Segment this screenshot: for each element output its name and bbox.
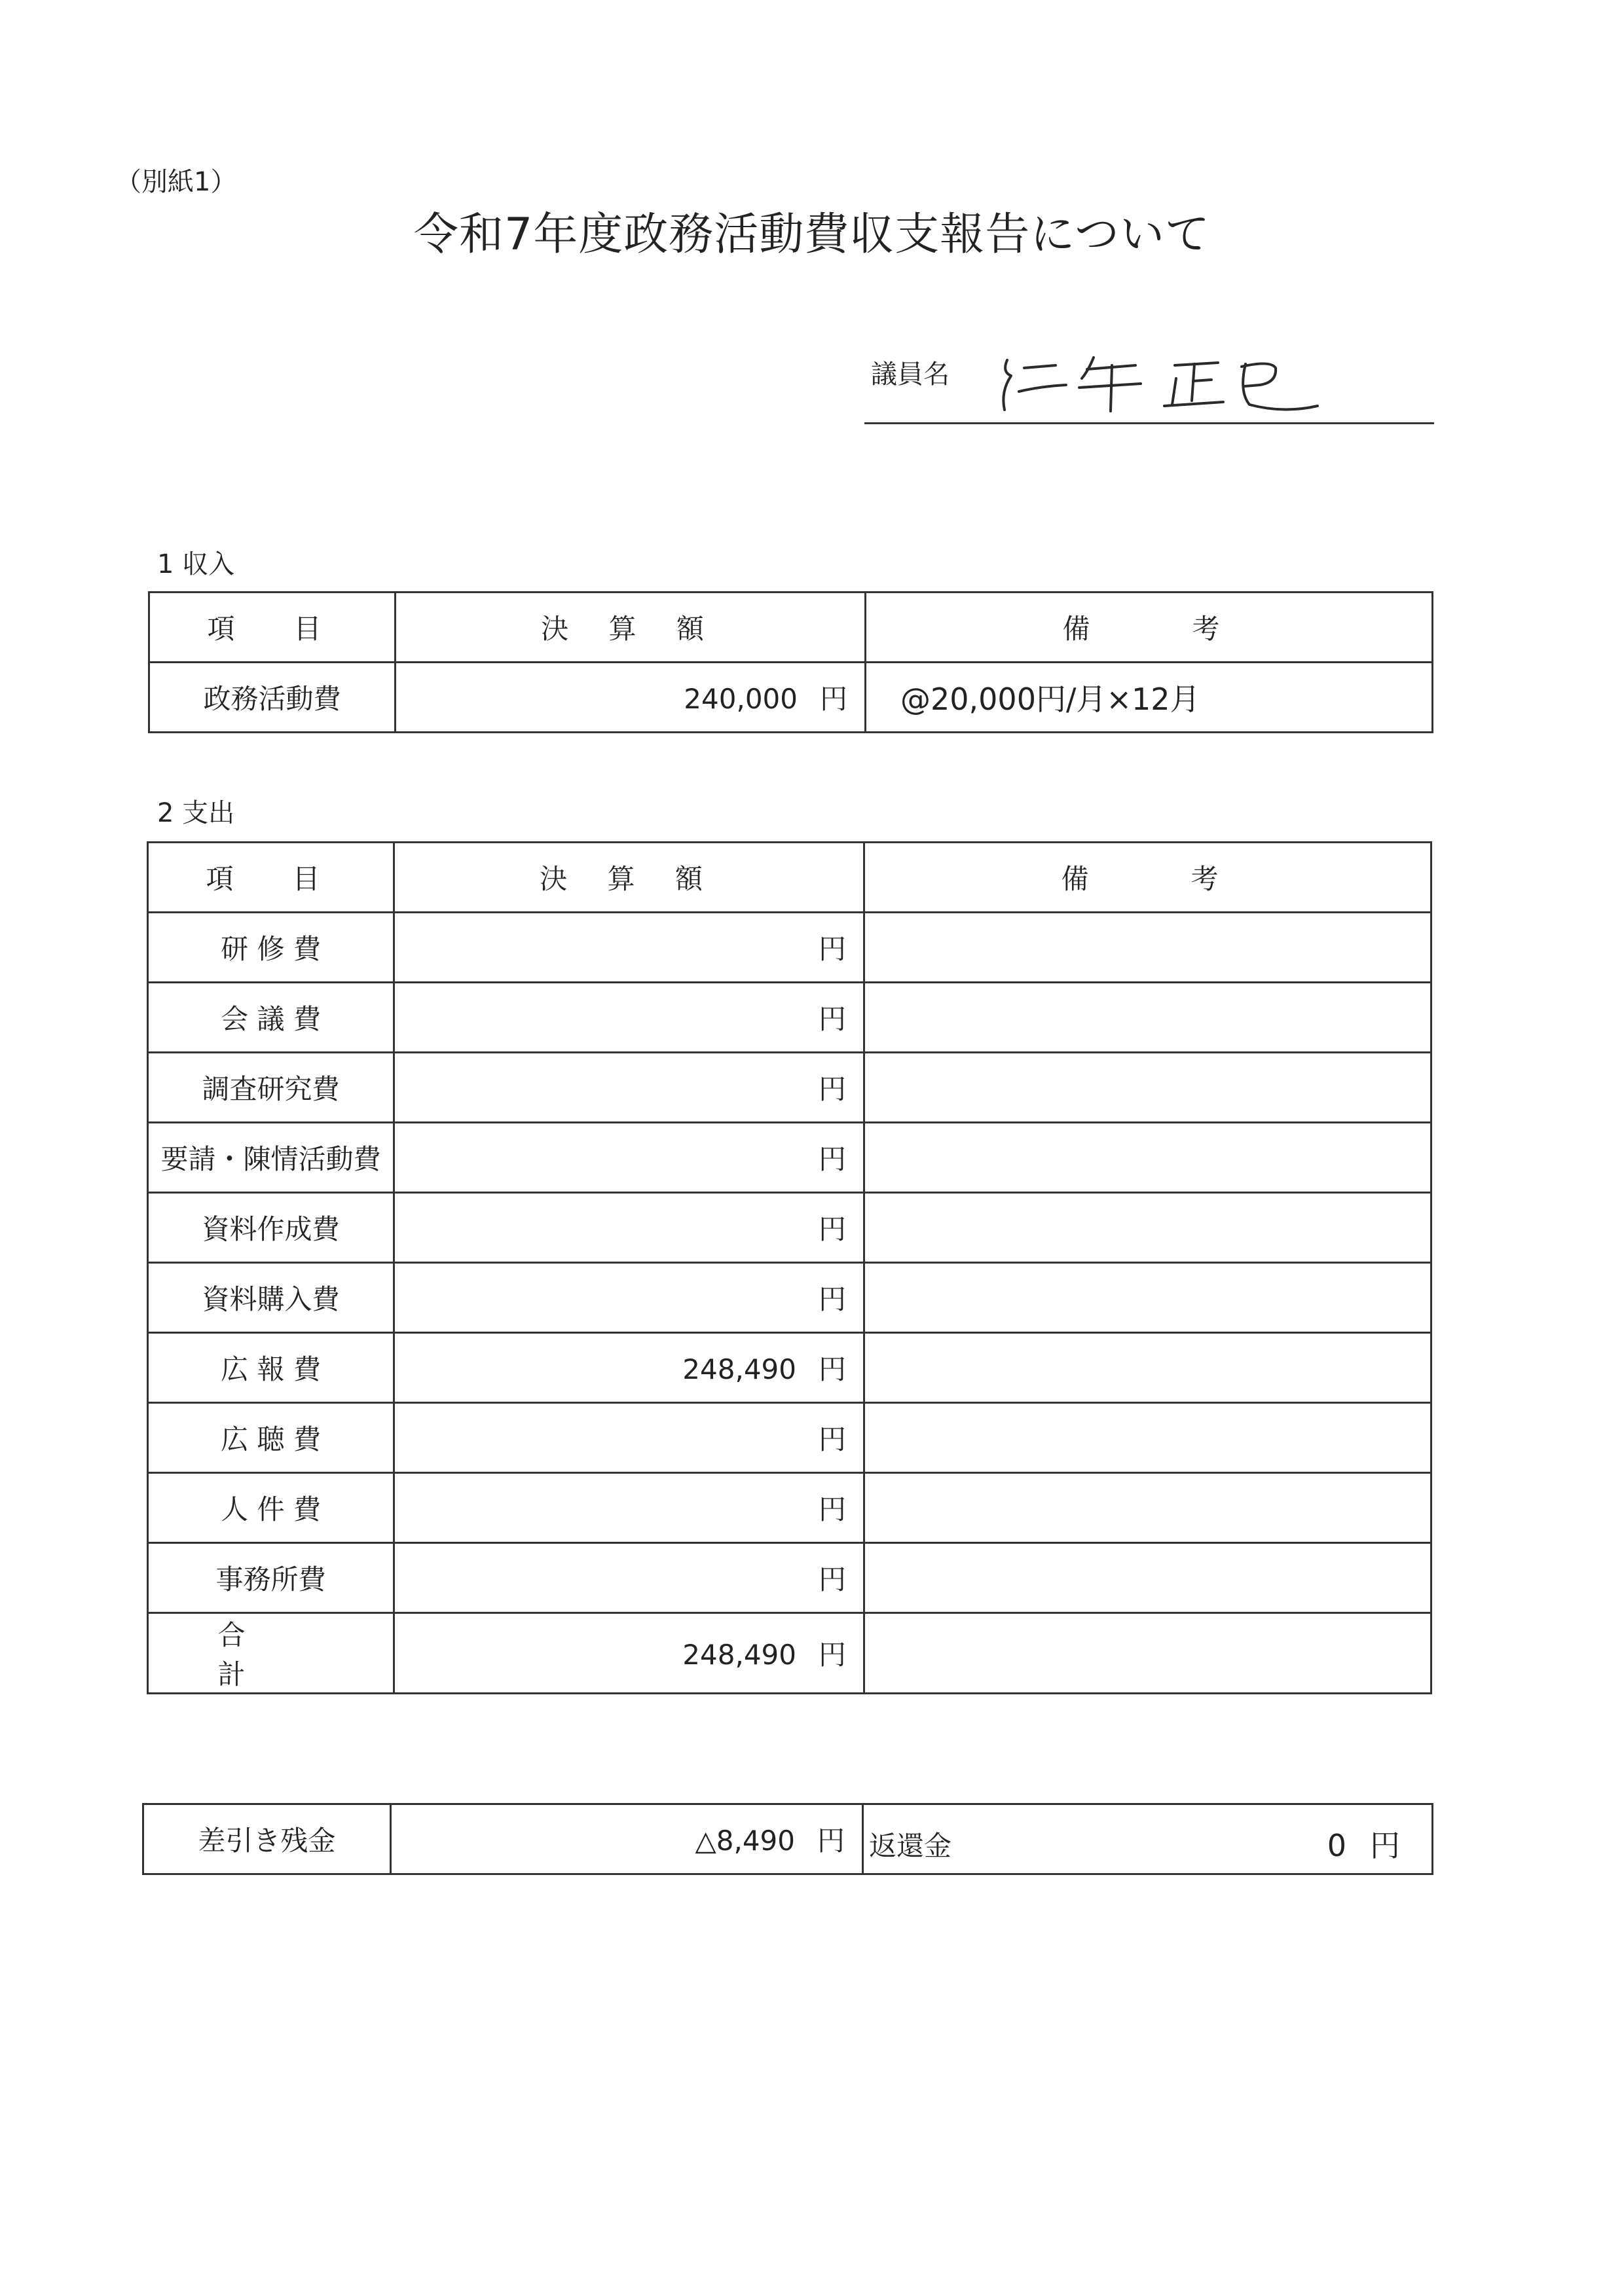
expense-amount-unit: 円 [818,1493,846,1525]
expense-note-cell [864,1473,1431,1543]
expense-total-amount-unit: 円 [818,1639,846,1671]
expense-note-cell [864,983,1431,1053]
income-section-heading: 1 収入 [157,549,235,579]
expense-row [148,1263,1431,1333]
expense-amount-cell [394,1473,864,1543]
expense-total-row [148,1613,1431,1694]
expense-row [148,1543,1431,1613]
attachment-label: （別紙1） [115,167,237,197]
balance-table [142,1803,1433,1875]
column-header-item-label: 項 目 [207,613,337,645]
expense-item-cell: 資料作成費 [148,1193,394,1263]
expense-item-cell: 事務所費 [148,1543,394,1613]
refund-amount-unit: 円 [1370,1828,1400,1863]
expense-note-cell [864,1193,1431,1263]
expense-table [147,841,1432,1694]
expense-amount-cell [394,1263,864,1333]
expense-amount-cell [394,1193,864,1263]
expense-note-cell [864,1333,1431,1403]
expense-row [148,1403,1431,1473]
expense-row [148,1473,1431,1543]
expense-amount-unit: 円 [818,1283,846,1315]
expense-item-cell: 研 修 費 [148,913,394,983]
refund-cell [863,1804,1433,1874]
member-name-label: 議員名 [871,359,950,390]
expense-row [148,913,1431,983]
expense-row [148,1193,1431,1263]
expense-row [148,983,1431,1053]
expense-item-cell: 広 聴 費 [148,1403,394,1473]
income-amount-cell [396,663,866,733]
income-item-cell: 政務活動費 [149,663,396,733]
expense-row [148,1123,1431,1193]
expense-item-cell: 広 報 費 [148,1333,394,1403]
balance-amount-value: △8,490 [695,1825,795,1857]
expense-total-note-cell [864,1613,1431,1694]
expense-total-label [148,1613,430,1694]
expense-note-cell [864,1053,1431,1123]
column-header-item [148,843,394,913]
column-header-note [864,843,1431,913]
expense-item-cell: 要請・陳情活動費 [148,1123,394,1193]
expense-amount-cell [394,1123,864,1193]
column-header-note-label: 備 考 [1062,613,1236,645]
income-header-row [149,592,1433,663]
refund-label: 返還金 [869,1830,952,1862]
expense-amount-cell [394,983,864,1053]
balance-label-cell: 差引き残金 [143,1804,391,1874]
expense-amount-unit: 円 [818,1073,846,1105]
expense-amount-unit: 円 [818,1003,846,1035]
expense-amount-unit: 円 [818,1353,846,1385]
column-header-note-label: 備 考 [1061,863,1234,895]
balance-row [143,1804,1433,1874]
expense-item-cell: 資料購入費 [148,1263,394,1333]
column-header-amount-label: 決 算 額 [540,863,718,895]
expense-note-cell [864,1123,1431,1193]
expense-item-cell: 人 件 費 [148,1473,394,1543]
expense-amount-cell [394,1333,864,1403]
expense-row [148,1053,1431,1123]
expense-note-cell [864,1543,1431,1613]
expense-item-cell: 会 議 費 [148,983,394,1053]
income-note-cell: @20,000円/月×12月 [866,663,1433,733]
expense-amount-cell [394,913,864,983]
expense-amount-unit: 円 [818,1213,846,1245]
refund-amount-value: 0 [1327,1828,1346,1863]
column-header-item [149,592,396,663]
expense-amount-cell [394,1053,864,1123]
expense-total-label-text: 合 計 [217,1619,430,1690]
handwritten-signature [995,346,1336,418]
document-title: 令和7年度政務活動費収支報告について [414,209,1210,261]
column-header-amount [396,592,866,663]
income-row [149,663,1433,733]
expense-header-row [148,843,1431,913]
balance-amount-cell [390,1804,862,1874]
expense-amount-value: 248,490 [682,1353,796,1385]
expense-item-cell: 調査研究費 [148,1053,394,1123]
column-header-amount [394,843,864,913]
expense-total-amount-value: 248,490 [682,1639,796,1671]
expense-total-amount-cell [394,1613,864,1694]
column-header-amount-label: 決 算 額 [541,613,720,645]
expense-amount-unit: 円 [818,1143,846,1175]
expense-amount-unit: 円 [818,933,846,965]
expense-amount-unit: 円 [818,1563,846,1595]
column-header-item-label: 項 目 [206,863,336,895]
expense-note-cell [864,1403,1431,1473]
refund-amount [1327,1822,1400,1865]
expense-amount-unit: 円 [818,1423,846,1455]
balance-amount-unit: 円 [817,1825,845,1857]
expense-amount-cell [394,1403,864,1473]
expense-row [148,1333,1431,1403]
expense-note-cell [864,913,1431,983]
income-amount-value: 240,000 [684,683,798,715]
income-amount-unit: 円 [819,683,847,715]
expense-note-cell [864,1263,1431,1333]
column-header-note [866,592,1433,663]
expense-amount-cell [394,1543,864,1613]
signature-line [864,422,1434,424]
income-table [148,591,1433,733]
expense-section-heading: 2 支出 [157,798,235,828]
